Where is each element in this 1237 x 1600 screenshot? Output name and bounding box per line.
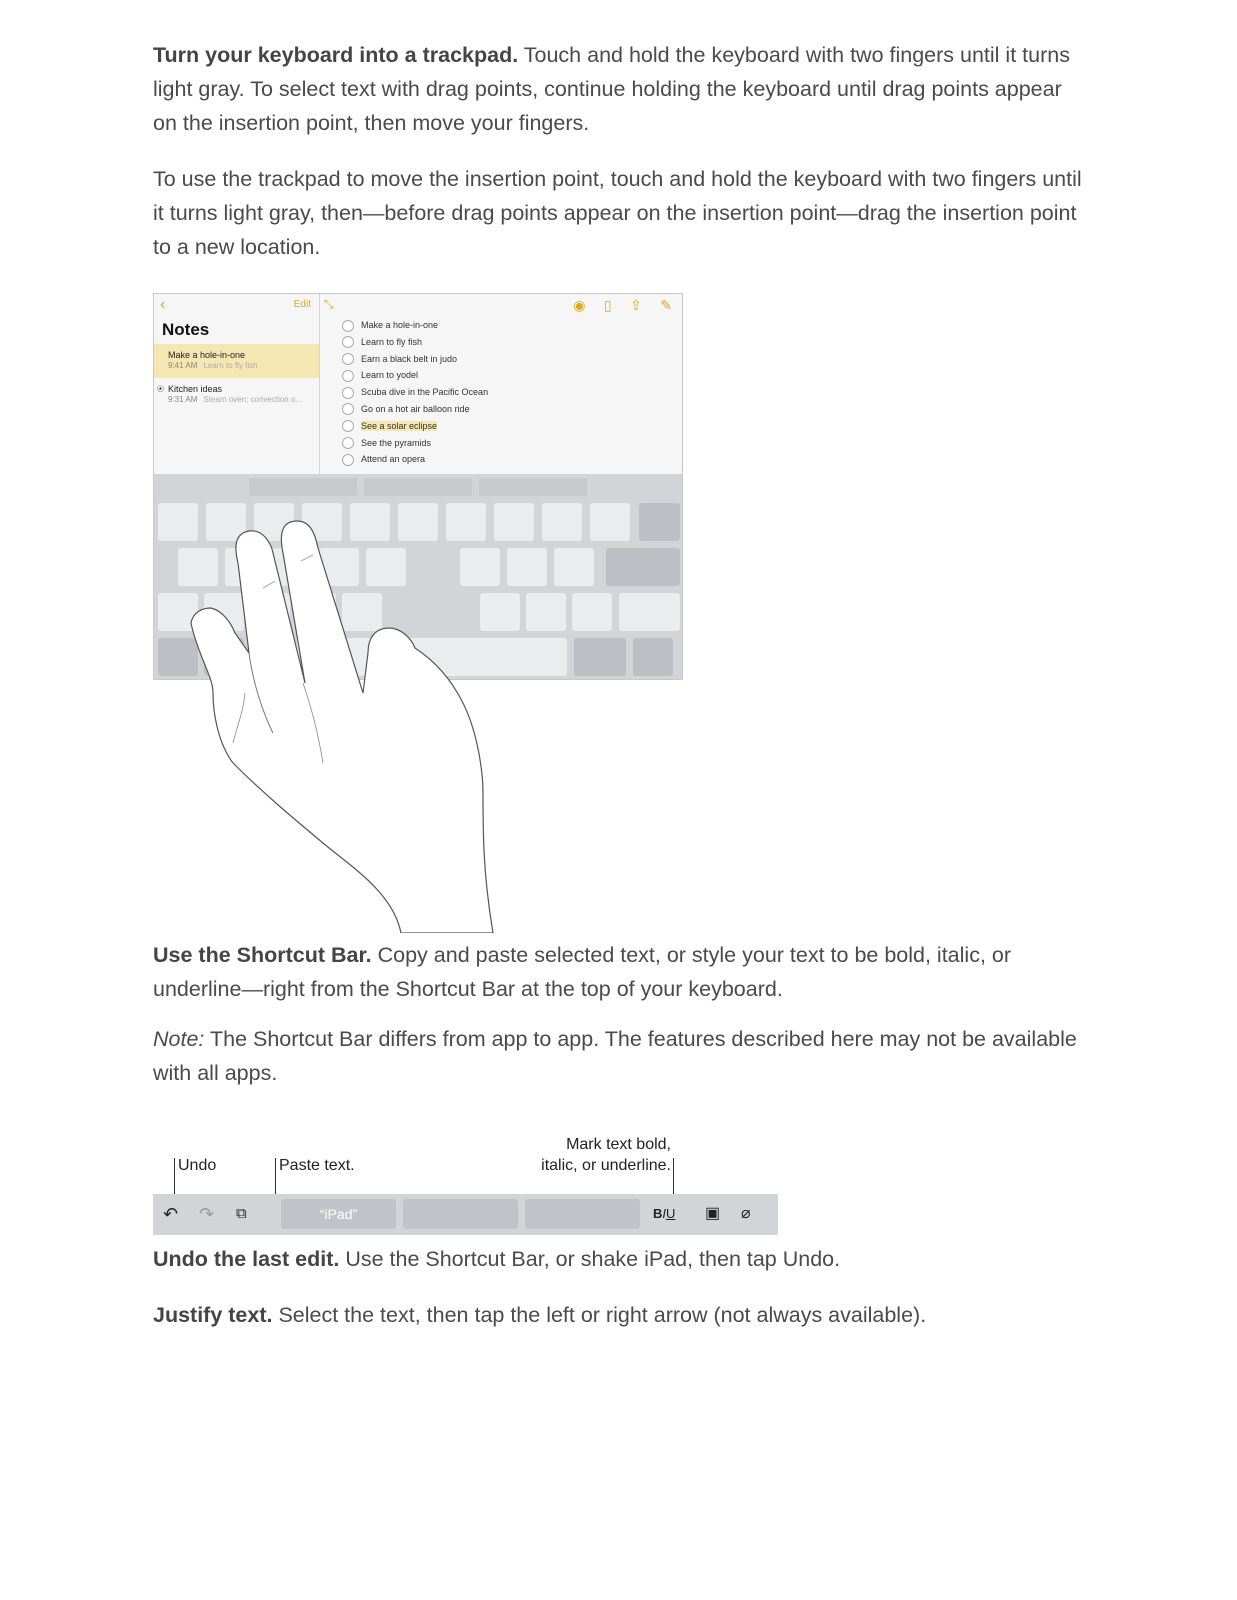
checklist-item: Make a hole-in-one bbox=[342, 317, 488, 334]
paragraph-heading: Turn your keyboard into a trackpad. bbox=[153, 43, 519, 67]
callout-paste: Paste text. bbox=[279, 1157, 355, 1174]
hand-illustration bbox=[153, 293, 683, 933]
notes-title: Notes bbox=[162, 320, 210, 339]
suggestion-cell: “iPad” bbox=[281, 1199, 396, 1229]
shortcut-bar bbox=[153, 1194, 778, 1235]
checklist-item: Earn a black belt in judo bbox=[342, 351, 488, 368]
attachment-icon: ⌀ bbox=[741, 1205, 751, 1222]
checklist-item: Scuba dive in the Pacific Ocean bbox=[342, 384, 488, 401]
note-meta: 9:31 AM Steam oven; convection o... bbox=[168, 395, 303, 404]
paragraph-justify bbox=[153, 1298, 1083, 1332]
note-title: Make a hole-in-one bbox=[168, 350, 246, 360]
checklist-item: Learn to yodel bbox=[342, 367, 488, 384]
checklist-item: Learn to fly fish bbox=[342, 334, 488, 351]
suggestion-cell bbox=[403, 1199, 518, 1229]
paragraph-undo bbox=[153, 1242, 1083, 1276]
suggestion-cell bbox=[525, 1199, 640, 1229]
callout-style: Mark text bold, italic, or underline. bbox=[541, 1136, 671, 1174]
bold-italic-underline-button: BIU bbox=[653, 1206, 676, 1221]
checklist-item-selected: See a solar eclipse bbox=[342, 418, 488, 435]
camera-icon: ▣ bbox=[705, 1205, 721, 1222]
expand-icon: ⤡ bbox=[324, 297, 334, 311]
paragraph-trackpad bbox=[153, 38, 1083, 140]
paragraph-body: The Shortcut Bar differs from app to app. The features described here may not be available with all apps. bbox=[153, 1027, 1077, 1085]
back-chevron-icon: ‹ bbox=[160, 296, 166, 313]
pin-icon: ⦿ bbox=[157, 386, 164, 393]
trackpad-illustration bbox=[153, 293, 683, 933]
checklist-item: Go on a hot air balloon ride bbox=[342, 401, 488, 418]
paragraph-move-insertion bbox=[153, 162, 1083, 264]
paragraph-heading: Use the Shortcut Bar. bbox=[153, 943, 372, 967]
redo-icon: ↷ bbox=[199, 1204, 215, 1224]
paste-icon: ⧉ bbox=[236, 1205, 247, 1222]
checklist-item: See the pyramids bbox=[342, 435, 488, 452]
paragraph-body: Use the Shortcut Bar, or shake iPad, then tap Undo. bbox=[339, 1247, 841, 1271]
share-icon: ⇪ bbox=[630, 297, 642, 313]
compose-icon: ✎ bbox=[660, 297, 672, 313]
callout-undo: Undo bbox=[178, 1157, 217, 1174]
trash-icon: ▯ bbox=[603, 297, 612, 313]
undo-icon: ↶ bbox=[163, 1204, 179, 1224]
checklist-item: Attend an opera bbox=[342, 451, 488, 468]
paragraph-heading: Undo the last edit. bbox=[153, 1247, 340, 1271]
paragraph-body: Touch and hold the keyboard with two fingers until it turns light gray. To select text with drag points, continue holding the keyboard until drag points appear on the insertion point, then move your fingers. bbox=[153, 43, 1070, 135]
paragraph-body: To use the trackpad to move the insertion point, touch and hold the keyboard with two fingers until it turns light gray, then—before drag points appear on the insertion point—drag the insertion point to a new location. bbox=[153, 167, 1082, 259]
paragraph-shortcut-bar bbox=[153, 938, 1083, 1006]
note-title: Kitchen ideas bbox=[168, 384, 223, 394]
paragraph-note bbox=[153, 1022, 1083, 1090]
note-label: Note: bbox=[153, 1027, 205, 1051]
note-meta: 9:41 AM Learn to fly fish bbox=[168, 361, 258, 370]
add-people-icon: ◉ bbox=[573, 297, 586, 313]
paragraph-heading: Justify text. bbox=[153, 1303, 273, 1327]
paragraph-body: Copy and paste selected text, or style your text to be bold, italic, or underline—right from the Shortcut Bar at the top of your keyboard. bbox=[153, 943, 1012, 1001]
shortcut-bar-illustration bbox=[153, 1137, 778, 1235]
paragraph-body: Select the text, then tap the left or right arrow (not always available). bbox=[272, 1303, 927, 1327]
edit-link: Edit bbox=[293, 299, 311, 310]
